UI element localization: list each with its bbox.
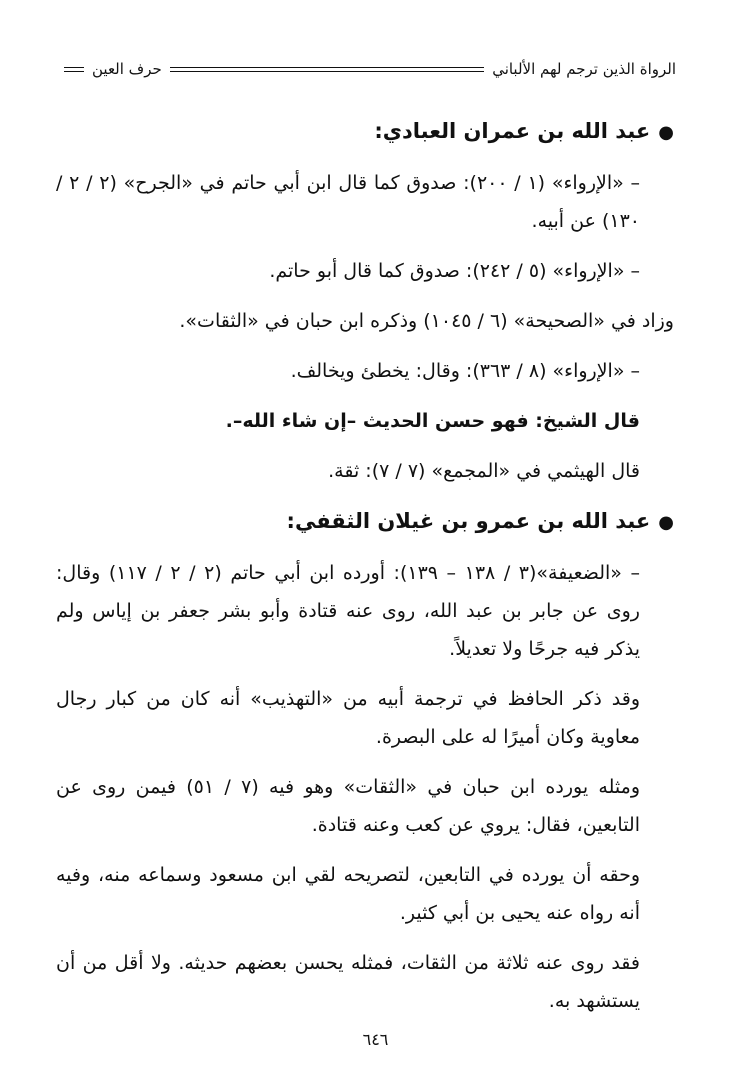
header-book-title: الرواة الذين ترجم لهم الألباني xyxy=(492,60,676,78)
entry-heading xyxy=(56,502,674,542)
paragraph: – «الإرواء» (٨ / ٣٦٣): وقال: يخطئ ويخالف. xyxy=(290,360,640,382)
bullet-icon: ● xyxy=(658,122,674,143)
entry-name: عبد الله بن عمرو بن غيلان الثقفي: xyxy=(286,509,651,533)
paragraph: قال الهيثمي في «المجمع» (٧ / ٧): ثقة. xyxy=(328,460,640,482)
header-rule-short xyxy=(64,67,84,72)
paragraph: – «الإرواء» (١ / ٢٠٠): صدوق كما قال ابن أبي حاتم في «الجرح» (٢ / ٢ / ١٣٠) عن أبيه. xyxy=(56,172,640,232)
paragraph: وحقه أن يورده في التابعين، لتصريحه لقي ابن مسعود وسماعه منه، وفيه أنه رواه عنه يحيى بن أبي كثير. xyxy=(56,864,640,924)
paragraph: فقد روى عنه ثلاثة من الثقات، فمثله يحسن بعضهم حديثه. ولا أقل من أن يستشهد به. xyxy=(56,952,640,1012)
entry-heading xyxy=(56,112,674,152)
paragraph: – «الضعيفة»(٣ / ١٣٨ – ١٣٩): أورده ابن أبي حاتم (٢ / ٢ / ١١٧) وقال: روى عن جابر بن عبد الله، روى عنه قتادة وأبو بشر جعفر بن إياس ولم يذكر فيه جرحًا ولا تعديلاً. xyxy=(56,562,640,660)
main-text xyxy=(56,108,674,1032)
entry-name: عبد الله بن عمران العبادي: xyxy=(374,119,651,143)
bullet-icon: ● xyxy=(658,512,674,533)
paragraph: – «الإرواء» (٥ / ٢٤٢): صدوق كما قال أبو حاتم. xyxy=(269,260,640,282)
header-rule xyxy=(170,67,484,72)
header-section: حرف العين xyxy=(92,60,162,78)
paragraph: وقد ذكر الحافظ في ترجمة أبيه من «التهذيب» أنه كان من كبار رجال معاوية وكان أميرًا له على البصرة. xyxy=(56,688,640,748)
paragraph: وزاد في «الصحيحة» (٦ / ١٠٤٥) وذكره ابن حبان في «الثقات». xyxy=(179,310,674,332)
sheikh-verdict: قال الشيخ: فهو حسن الحديث –إن شاء الله–. xyxy=(225,410,640,432)
paragraph: ومثله يورده ابن حبان في «الثقات» وهو فيه (٧ / ٥١) فيمن روى عن التابعين، فقال: يروي عن كعب وعنه قتادة. xyxy=(56,776,640,836)
page-number: ٦٤٦ xyxy=(362,1030,389,1049)
running-header xyxy=(64,56,676,82)
